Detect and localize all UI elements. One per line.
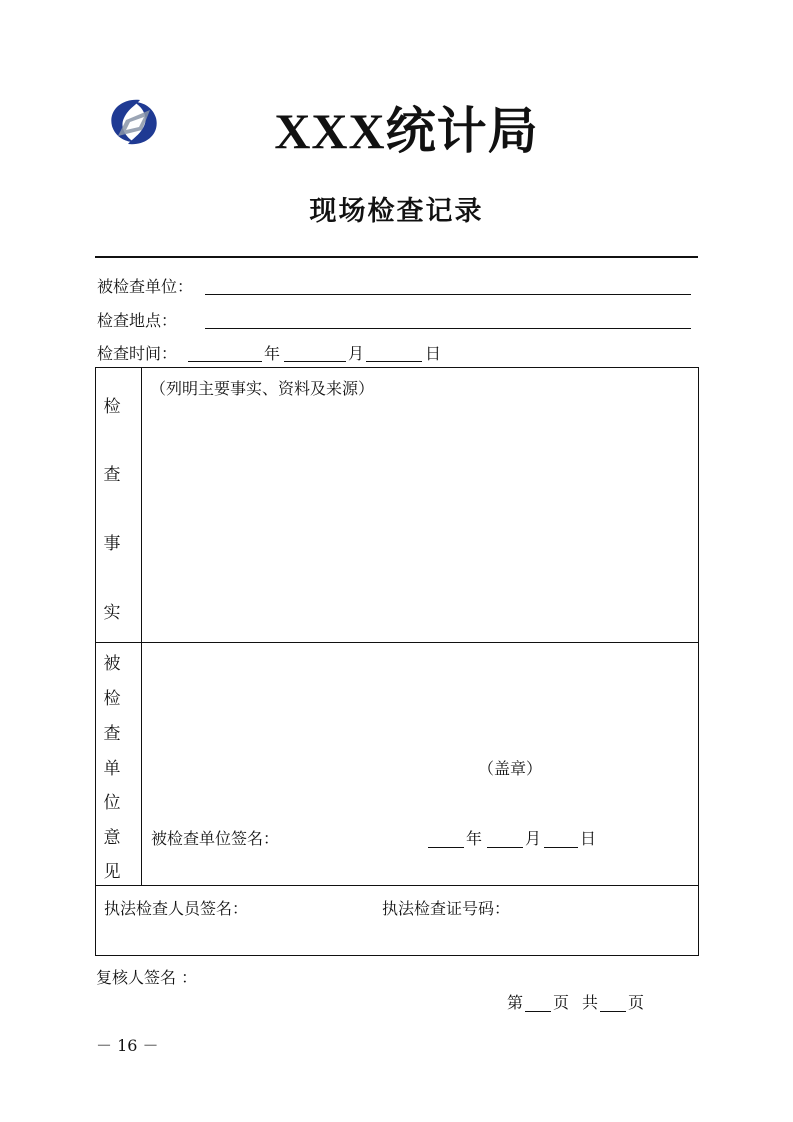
- seal-label: （盖章）: [478, 759, 543, 778]
- facts-label-char: 实: [103, 603, 121, 623]
- opinion-label-char: 见: [103, 862, 121, 882]
- org-title: XXX统计局: [274, 103, 539, 159]
- row-divider-1: [95, 642, 699, 643]
- opinion-day-field[interactable]: [544, 829, 578, 848]
- page-number: － 16 －: [96, 1036, 159, 1055]
- inspector-cert-label: 执法检查证号码：: [382, 899, 511, 918]
- location-field[interactable]: [205, 310, 691, 329]
- opinion-label-char: 查: [103, 724, 121, 744]
- current-page-field[interactable]: [525, 993, 551, 1012]
- opinion-day-label: 日: [580, 829, 597, 848]
- page-mid: 页: [553, 993, 570, 1012]
- opinion-month-label: 月: [525, 829, 542, 848]
- opinion-label-char: 检: [103, 689, 121, 709]
- inspected-unit-label: 被检查单位：: [97, 277, 194, 296]
- inspector-sign-label: 执法检查人员签名：: [104, 899, 249, 918]
- row-divider-2: [95, 885, 699, 886]
- inspected-unit-field[interactable]: [205, 276, 691, 295]
- facts-label-char: 检: [103, 397, 121, 417]
- facts-hint: （列明主要事实、资料及来源）: [150, 379, 375, 398]
- opinion-month-field[interactable]: [487, 829, 523, 848]
- opinion-label-char: 意: [103, 828, 121, 848]
- opinion-year-label: 年: [466, 829, 483, 848]
- location-label: 检查地点：: [97, 311, 178, 330]
- opinion-label-char: 被: [103, 654, 121, 674]
- month-field[interactable]: [284, 343, 346, 362]
- opinion-label-char: 位: [103, 793, 121, 813]
- opinion-sign-label: 被检查单位签名：: [151, 829, 280, 848]
- facts-content-area[interactable]: [146, 404, 694, 638]
- time-label: 检查时间：: [97, 344, 178, 363]
- reviewer-label: 复核人签名 ：: [96, 968, 198, 987]
- total-prefix: 共: [582, 993, 599, 1012]
- label-column-divider: [141, 367, 142, 886]
- year-label: 年: [264, 344, 281, 363]
- opinion-label-char: 单: [103, 759, 121, 779]
- header-rule: [95, 256, 698, 258]
- page-prefix: 第: [507, 993, 524, 1012]
- document-title: 现场检查记录: [309, 196, 484, 227]
- day-field[interactable]: [366, 343, 422, 362]
- facts-label-char: 查: [103, 465, 121, 485]
- facts-label-char: 事: [103, 534, 121, 554]
- year-field[interactable]: [188, 343, 262, 362]
- opinion-year-field[interactable]: [428, 829, 464, 848]
- total-suffix: 页: [628, 993, 645, 1012]
- total-pages-field[interactable]: [600, 993, 626, 1012]
- day-label: 日: [425, 344, 442, 363]
- month-label: 月: [348, 344, 365, 363]
